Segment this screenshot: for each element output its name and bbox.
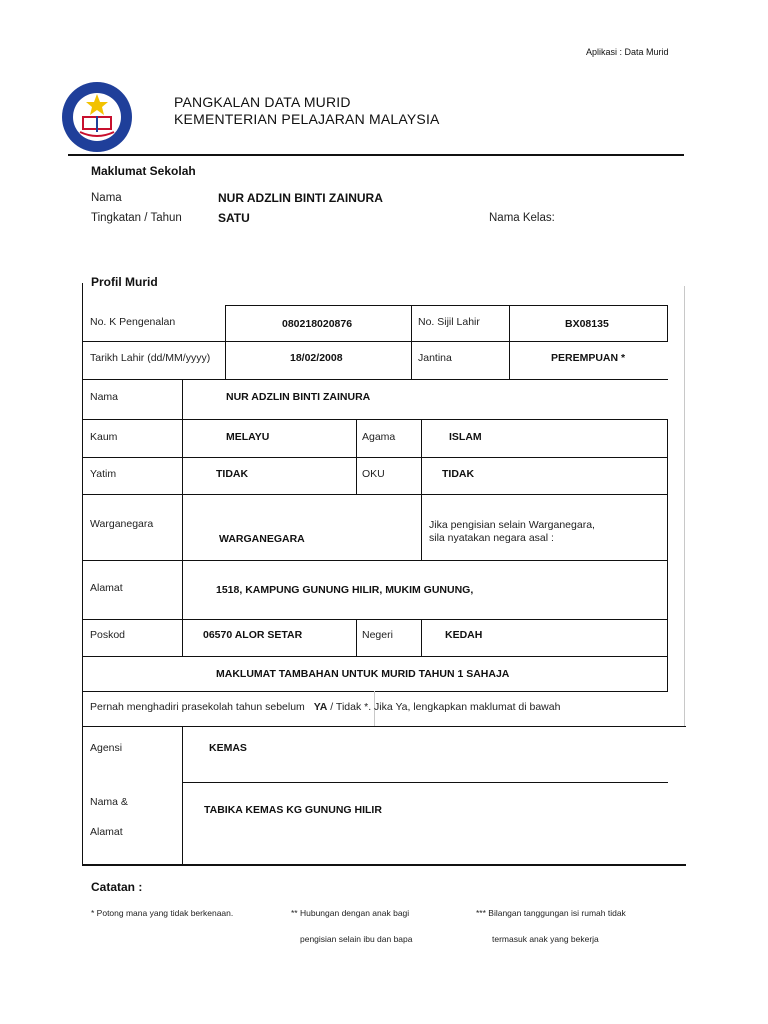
state-label: Negeri (362, 629, 393, 641)
citizen-value: WARGANEGARA (219, 533, 305, 545)
agency-value: KEMAS (209, 742, 247, 754)
birthcert-label: No. Sijil Lahir (418, 316, 480, 328)
student-name-value: NUR ADZLIN BINTI ZAINURA (226, 391, 371, 403)
race-value: MELAYU (226, 431, 270, 443)
agency-label: Agensi (90, 742, 123, 754)
note-3-line1: *** Bilangan tanggungan isi rumah tidak (476, 908, 626, 918)
dob-label: Tarikh Lahir (dd/MM/yyyy) (90, 352, 211, 364)
school-section-title: Maklumat Sekolah (91, 164, 196, 178)
page-title-line1: PANGKALAN DATA MURID (174, 94, 351, 110)
orphan-label: Yatim (90, 468, 117, 480)
school-name-value: NUR ADZLIN BINTI ZAINURA (218, 191, 383, 205)
religion-value: ISLAM (449, 431, 482, 443)
name-address-label-2: Alamat (90, 826, 123, 838)
grade-value: SATU (218, 211, 250, 225)
student-name-label: Nama (90, 391, 119, 403)
dob-value: 18/02/2008 (290, 352, 343, 364)
preschool-question (90, 701, 560, 713)
state-value: KEDAH (445, 629, 483, 641)
citizen-label: Warganegara (90, 518, 154, 530)
profile-section-title: Profil Murid (91, 275, 158, 289)
kindergarten-value: TABIKA KEMAS KG GUNUNG HILIR (204, 804, 382, 816)
orphan-value: TIDAK (216, 468, 249, 480)
page-title-line2: KEMENTERIAN PELAJARAN MALAYSIA (174, 111, 440, 127)
note-2-line1: ** Hubungan dengan anak bagi (291, 908, 410, 918)
address-label: Alamat (90, 582, 123, 594)
header-divider (68, 154, 684, 156)
race-label: Kaum (90, 431, 118, 443)
ministry-logo (60, 80, 134, 154)
ic-label: No. K Pengenalan (90, 316, 176, 328)
note-1: * Potong mana yang tidak berkenaan. (91, 908, 234, 918)
birthcert-value: BX08135 (565, 318, 609, 330)
preschool-answer: YA (313, 701, 328, 713)
notes-title: Catatan : (91, 880, 143, 894)
oku-value: TIDAK (442, 468, 475, 480)
gender-value: PEREMPUAN * (551, 352, 626, 364)
preschool-suffix: / Tidak *. Jika Ya, lengkapkan maklumat di bawah (330, 701, 561, 713)
grade-label: Tingkatan / Tahun (91, 212, 182, 224)
year1-section-title: MAKLUMAT TAMBAHAN UNTUK MURID TAHUN 1 SAHAJA (216, 668, 510, 680)
school-name-label: Nama (91, 192, 122, 204)
note-3-line2: termasuk anak yang bekerja (492, 934, 599, 944)
gender-label: Jantina (418, 352, 452, 364)
preschool-prefix: Pernah menghadiri prasekolah tahun sebelum (90, 701, 305, 713)
address-value: 1518, KAMPUNG GUNUNG HILIR, MUKIM GUNUNG, (216, 584, 474, 596)
ic-value: 080218020876 (282, 318, 353, 330)
postcode-value: 06570 ALOR SETAR (203, 629, 303, 641)
oku-label: OKU (362, 468, 385, 480)
name-address-label-1: Nama & (90, 796, 128, 808)
note-2-line2: pengisian selain ibu dan bapa (300, 934, 413, 944)
citizen-note-line2: sila nyatakan negara asal : (429, 532, 554, 544)
religion-label: Agama (362, 431, 396, 443)
citizen-note-line1: Jika pengisian selain Warganegara, (429, 519, 595, 531)
app-label: Aplikasi : Data Murid (586, 47, 669, 57)
class-label: Nama Kelas: (489, 212, 555, 224)
postcode-label: Poskod (90, 629, 126, 641)
